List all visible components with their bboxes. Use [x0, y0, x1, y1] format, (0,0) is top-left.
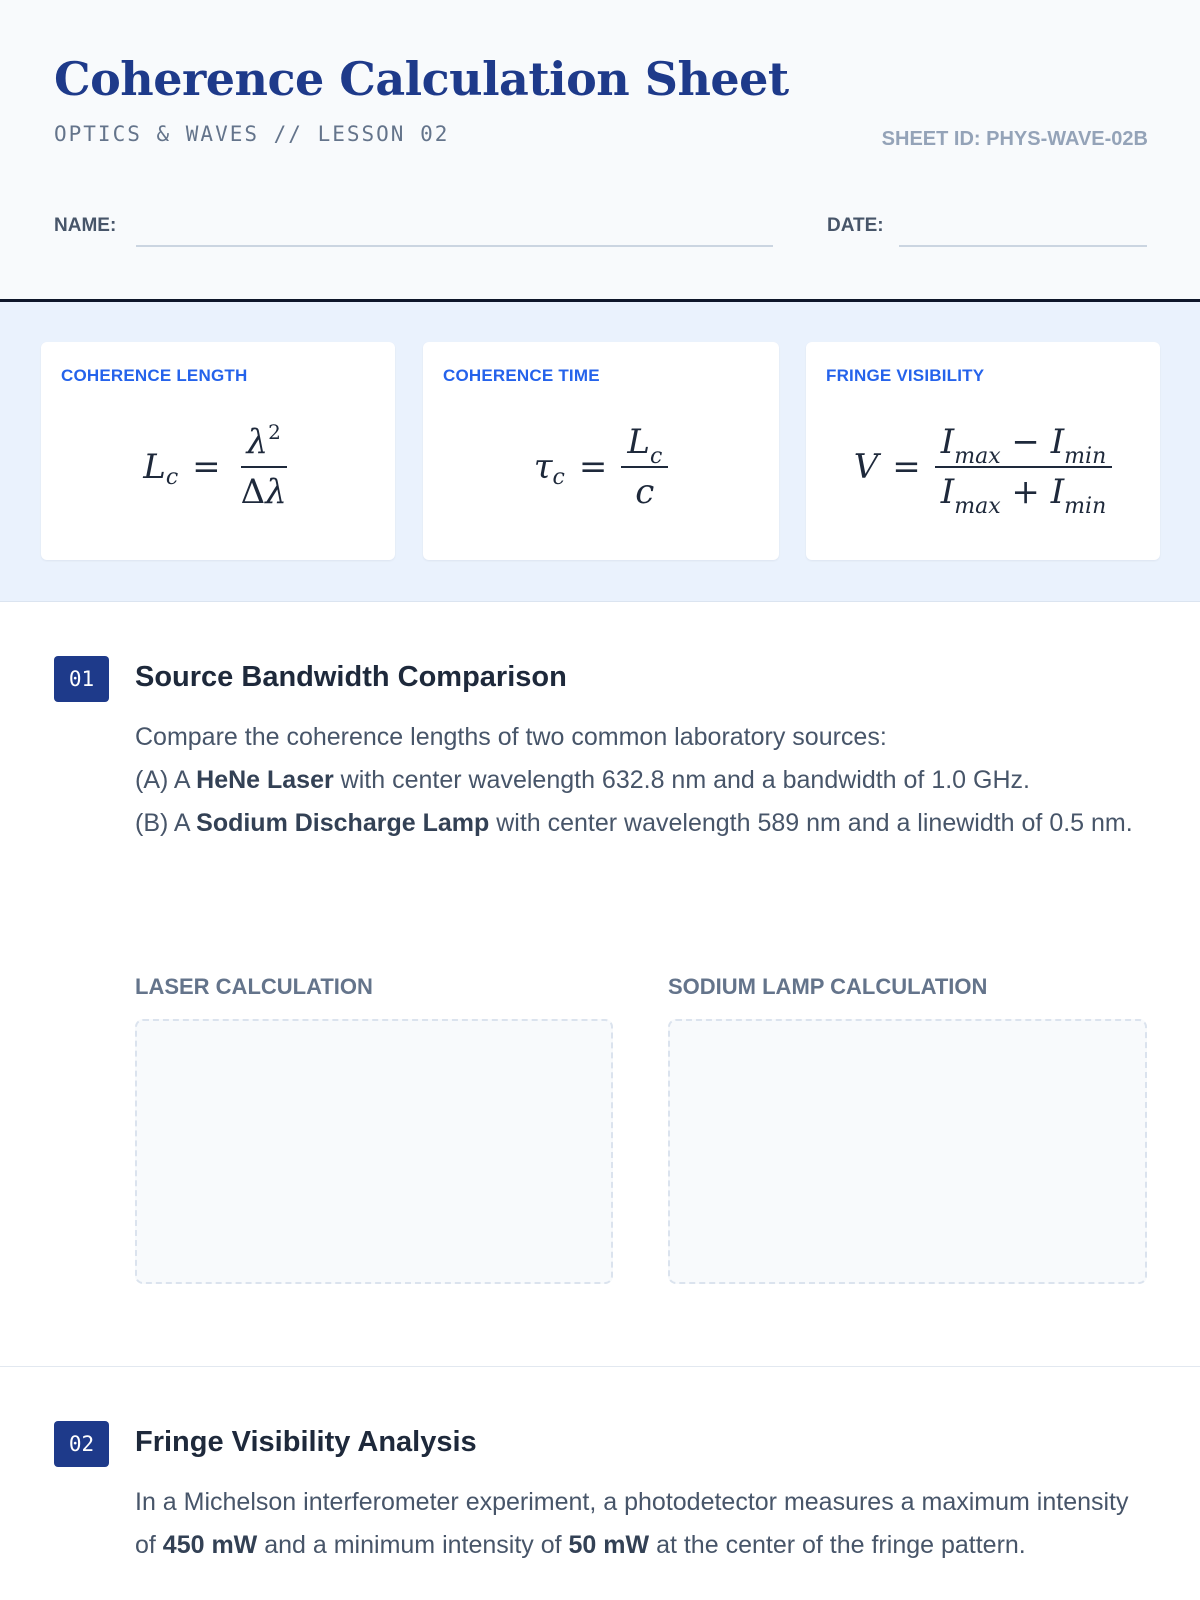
sodium-calculation-area[interactable] — [668, 1019, 1147, 1284]
sheet-id: SHEET ID: PHYS-WAVE-02B — [881, 128, 1148, 150]
section-title: Fringe Visibility Analysis — [135, 1426, 477, 1458]
formula-label: COHERENCE TIME — [443, 366, 600, 385]
section-divider — [0, 1366, 1200, 1367]
problem-statement: In a Michelson interferometer experiment, a photodetector measures a maximum intensity of 450 mW and a minimum intensity of 50 mW at the center of the fringe pattern. — [135, 1488, 1129, 1559]
sodium-calculation-label: SODIUM LAMP CALCULATION — [668, 974, 988, 999]
formula-card-fringe-visibility — [806, 342, 1160, 560]
formula-label: FRINGE VISIBILITY — [826, 366, 985, 385]
section-number-badge: 01 — [54, 656, 109, 702]
fringe-visibility-equation: V = $\frac{I_{max} - I_{min}}{I_{max} + I_{min}}$ — [806, 412, 1160, 522]
problem-part-b: (B) A Sodium Discharge Lamp with center wavelength 589 nm and a linewidth of 0.5 nm. — [135, 809, 1133, 837]
name-field[interactable] — [136, 245, 773, 247]
section-title: Source Bandwidth Comparison — [135, 661, 567, 693]
name-label: NAME: — [54, 215, 117, 236]
section-problem-text — [135, 1481, 1155, 1567]
sheet-header — [0, 0, 1200, 302]
date-label: DATE: — [827, 215, 884, 236]
section-problem-text — [135, 716, 1155, 845]
coherence-time-equation: τ c = $\frac{L_c}{c}$ — [423, 412, 779, 522]
formula-label: COHERENCE LENGTH — [61, 366, 248, 385]
page-title: Coherence Calculation Sheet — [54, 52, 789, 106]
laser-calculation-label: LASER CALCULATION — [135, 974, 373, 999]
problem-intro: Compare the coherence lengths of two common laboratory sources: — [135, 723, 887, 751]
formula-card-coherence-time — [423, 342, 779, 560]
date-field[interactable] — [899, 245, 1147, 247]
lesson-subtitle: OPTICS & WAVES // LESSON 02 — [54, 122, 450, 146]
section-number-badge: 02 — [54, 1421, 109, 1467]
coherence-length-equation: L c = $\frac{\lambda^2}{\Delta\lambda}$ — [143, 420, 287, 512]
formula-card-coherence-length — [41, 342, 395, 560]
laser-calculation-area[interactable] — [135, 1019, 613, 1284]
problem-part-a: (A) A HeNe Laser with center wavelength 632.8 nm and a bandwidth of 1.0 GHz. — [135, 766, 1030, 794]
